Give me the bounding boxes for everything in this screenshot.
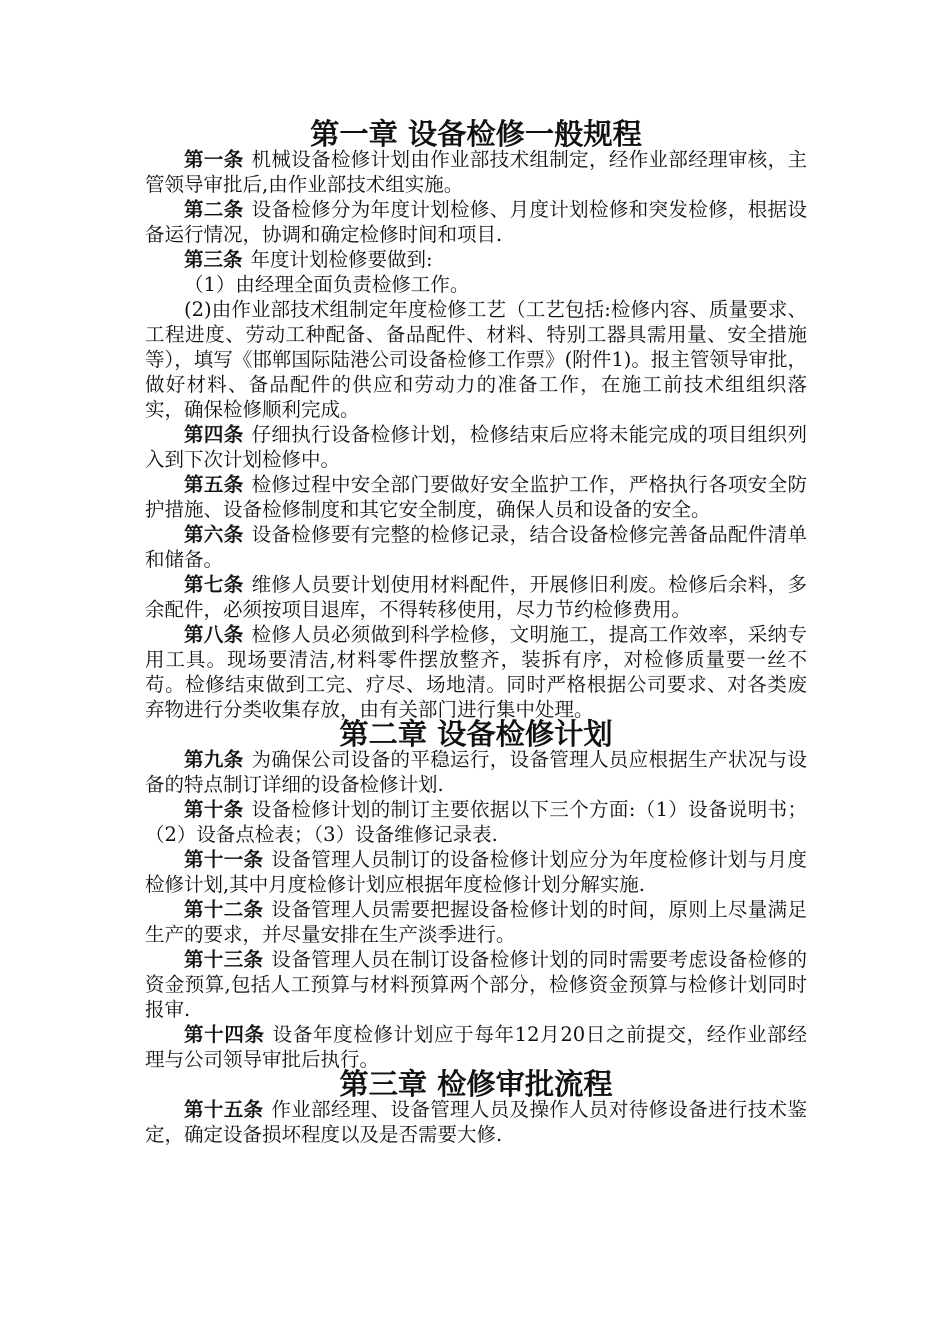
chapter-title: 设备检修计划 (437, 717, 613, 751)
article-label: 第四条 (184, 423, 244, 446)
article-2 (145, 197, 807, 247)
article-label: 第三条 (184, 248, 243, 271)
article-text: 仔细执行设备检修计划，检修结束后应将未能完成的项目组织列入到下次计划检修中。 (145, 423, 807, 471)
document-page (145, 117, 807, 1147)
article-label: 第九条 (184, 748, 244, 771)
article-label: 第二条 (184, 198, 244, 221)
article-text: 设备管理人员在制订设备检修计划的同时需要考虑设备检修的资金预算,包括人工预算与材料预算两个部分，检修资金预算与检修计划同时报审. (145, 948, 807, 1021)
article-text: 设备检修要有完整的检修记录，结合设备检修完善备品配件清单和储备。 (145, 523, 807, 571)
chapter-title: 检修审批流程 (437, 1067, 613, 1101)
chapter-number: 第二章 (339, 717, 428, 751)
chapter-number: 第三章 (339, 1067, 428, 1101)
article-label: 第五条 (184, 473, 244, 496)
article-text: 设备检修分为年度计划检修、月度计划检修和突发检修，根据设备运行情况，协调和确定检修时间和项目. (145, 198, 807, 246)
article-8 (145, 622, 807, 722)
article-3-item-2: (2)由作业部技术组制定年度检修工艺（工艺包括:检修内容、质量要求、工程进度、劳动工种配备、备品配件、材料、特别工器具需用量、安全措施等），填写《邯郸国际陆港公司设备检修工作票》(附件1)。报主管领导审批，做好材料、备品配件的供应和劳动力的准备工作，在施工前技术组组织落实，确保检修顺利完成。 (145, 298, 807, 421)
article-text: 检修过程中安全部门要做好安全监护工作，严格执行各项安全防护措施、设备检修制度和其它安全制度，确保人员和设备的安全。 (145, 473, 807, 521)
article-label: 第十四条 (184, 1023, 265, 1046)
article-3-item-1: （1）由经理全面负责检修工作。 (184, 273, 470, 296)
article-text: 为确保公司设备的平稳运行，设备管理人员应根据生产状况与设备的特点制订详细的设备检修计划. (145, 748, 807, 796)
article-label: 第八条 (184, 623, 244, 646)
article-text: 年度计划检修要做到: (250, 248, 433, 271)
article-7 (145, 572, 807, 622)
article-label: 第七条 (184, 573, 244, 596)
article-label: 第一条 (184, 148, 244, 171)
article-5 (145, 472, 807, 522)
article-label: 第六条 (184, 523, 244, 546)
chapter-title: 设备检修一般规程 (407, 117, 642, 151)
article-6 (145, 522, 807, 572)
article-12 (145, 897, 807, 947)
article-text: 设备检修计划的制订主要依据以下三个方面:（1）设备说明书；（2）设备点检表；（3）设备维修记录表. (145, 798, 807, 846)
article-text: 作业部经理、设备管理人员及操作人员对待修设备进行技术鉴定，确定设备损坏程度以及是否需要大修. (145, 1098, 807, 1146)
article-text: 设备年度检修计划应于每年12月20日之前提交，经作业部经理与公司领导审批后执行。 (145, 1023, 807, 1071)
article-14 (145, 1022, 807, 1072)
article-label: 第十三条 (184, 948, 264, 971)
article-10 (145, 797, 807, 847)
article-text: 检修人员必须做到科学检修，文明施工，提高工作效率，采纳专用工具。现场要清洁,材料零件摆放整齐，装拆有序，对检修质量要一丝不苟。检修结束做到工完、疗尽、场地清。同时严格根据公司要求、对各类废弃物进行分类收集存放，由有关部门进行集中处理。 (145, 623, 807, 721)
chapter-number: 第一章 (310, 117, 398, 151)
article-label: 第十条 (184, 798, 244, 821)
article-label: 第十五条 (184, 1098, 264, 1121)
article-text: 设备管理人员制订的设备检修计划应分为年度检修计划与月度检修计划,其中月度检修计划应根据年度检修计划分解实施. (145, 848, 807, 896)
article-11 (145, 847, 807, 897)
chapter-2-heading (145, 717, 807, 751)
article-1 (145, 147, 807, 197)
article-text: 机械设备检修计划由作业部技术组制定，经作业部经理审核，主管领导审批后,由作业部技术组实施。 (145, 148, 807, 196)
article-text: 维修人员要计划使用材料配件，开展修旧利废。检修后余料，多余配件，必须按项目退库，不得转移使用，尽力节约检修费用。 (145, 573, 807, 621)
article-4 (145, 422, 807, 472)
article-9 (145, 747, 807, 797)
article-label: 第十一条 (184, 848, 264, 871)
article-label: 第十二条 (184, 898, 264, 921)
chapter-3-heading (145, 1067, 807, 1101)
article-15 (145, 1097, 807, 1147)
article-13 (145, 947, 807, 1022)
article-text: 设备管理人员需要把握设备检修计划的时间，原则上尽量满足生产的要求，并尽量安排在生产淡季进行。 (145, 898, 807, 946)
article-3 (145, 247, 807, 272)
chapter-1-heading (145, 117, 807, 151)
